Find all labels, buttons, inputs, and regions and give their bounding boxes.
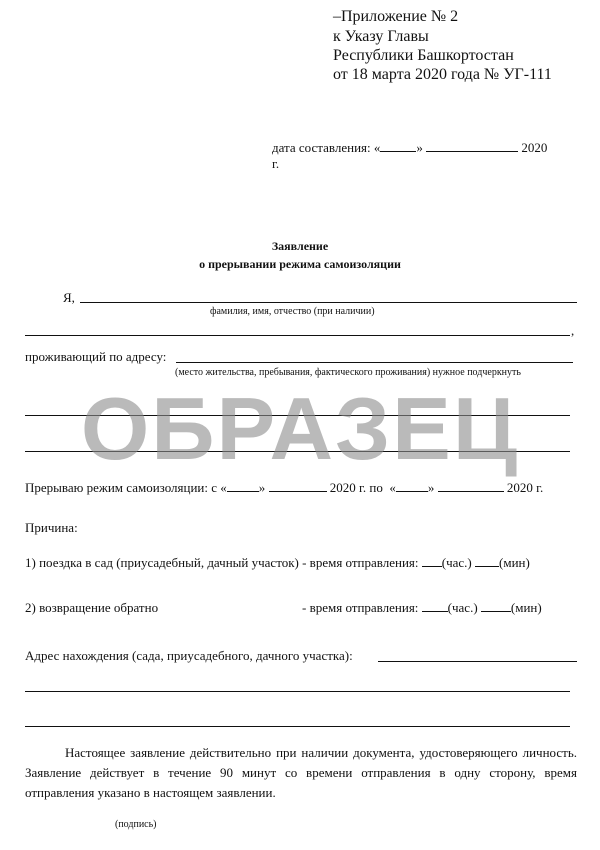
day-blank[interactable] (380, 140, 416, 152)
to-day-blank[interactable] (396, 480, 428, 492)
to-month-blank[interactable] (438, 480, 504, 492)
period-line: Прерываю режим самоизоляции: с « » 2020 г. по « » 2020 г. (25, 480, 544, 495)
comma: , (571, 323, 575, 338)
reason-item-2: 2) возвращение обратно (25, 600, 159, 615)
header-line-4: от 18 марта 2020 года № УГ-111 (333, 66, 552, 83)
header-line-3: Республики Башкортостан (333, 47, 514, 64)
applicant-name-line[interactable] (80, 302, 577, 303)
from-month-blank[interactable] (269, 480, 327, 492)
location-label: Адрес нахождения (сада, приусадебного, дачного участка): (25, 648, 353, 663)
item1-minutes-blank[interactable] (475, 555, 499, 567)
reason-item-2-time: - время отправления: (час.) (мин) (302, 600, 542, 615)
applicant-prefix: Я, (63, 290, 75, 305)
reason-label: Причина: (25, 520, 78, 535)
address-label: проживающий по адресу: (25, 349, 167, 364)
date-line: дата составления: « » 2020 (272, 140, 548, 155)
document-subtitle: о прерывании режима самоизоляции (199, 257, 401, 271)
item2-hours-blank[interactable] (422, 600, 448, 612)
address-caption: (место жительства, пребывания, фактического проживания) нужное подчеркнуть (175, 367, 521, 378)
location-line-3[interactable] (25, 726, 570, 727)
applicant-name-line-2[interactable] (25, 335, 570, 336)
address-line[interactable] (176, 362, 573, 363)
reason-item-1: 1) поездка в сад (приусадебный, дачный участок) - время отправления: (час.) (мин) (25, 555, 530, 570)
item2-minutes-blank[interactable] (481, 600, 511, 612)
date-suffix: г. (272, 156, 280, 171)
signature-caption: (подпись) (115, 819, 157, 830)
notice-paragraph: Настоящее заявление действительно при наличии документа, удостоверяющего личность. Заявление действует в течение 90 минут со времени отправления в одну сторону, время отправления указано в настоящем заявлении. (25, 745, 577, 800)
location-line[interactable] (378, 661, 577, 662)
watermark-sample: ОБРАЗЕЦ (80, 379, 520, 478)
item1-hours-blank[interactable] (422, 555, 442, 567)
location-line-2[interactable] (25, 691, 570, 692)
document-title: Заявление (271, 239, 329, 253)
from-day-blank[interactable] (227, 480, 259, 492)
header-line-1: –Приложение № 2 (333, 8, 459, 25)
month-blank[interactable] (426, 140, 518, 152)
header-line-2: к Указу Главы (333, 28, 429, 45)
applicant-caption: фамилия, имя, отчество (при наличии) (210, 306, 375, 317)
